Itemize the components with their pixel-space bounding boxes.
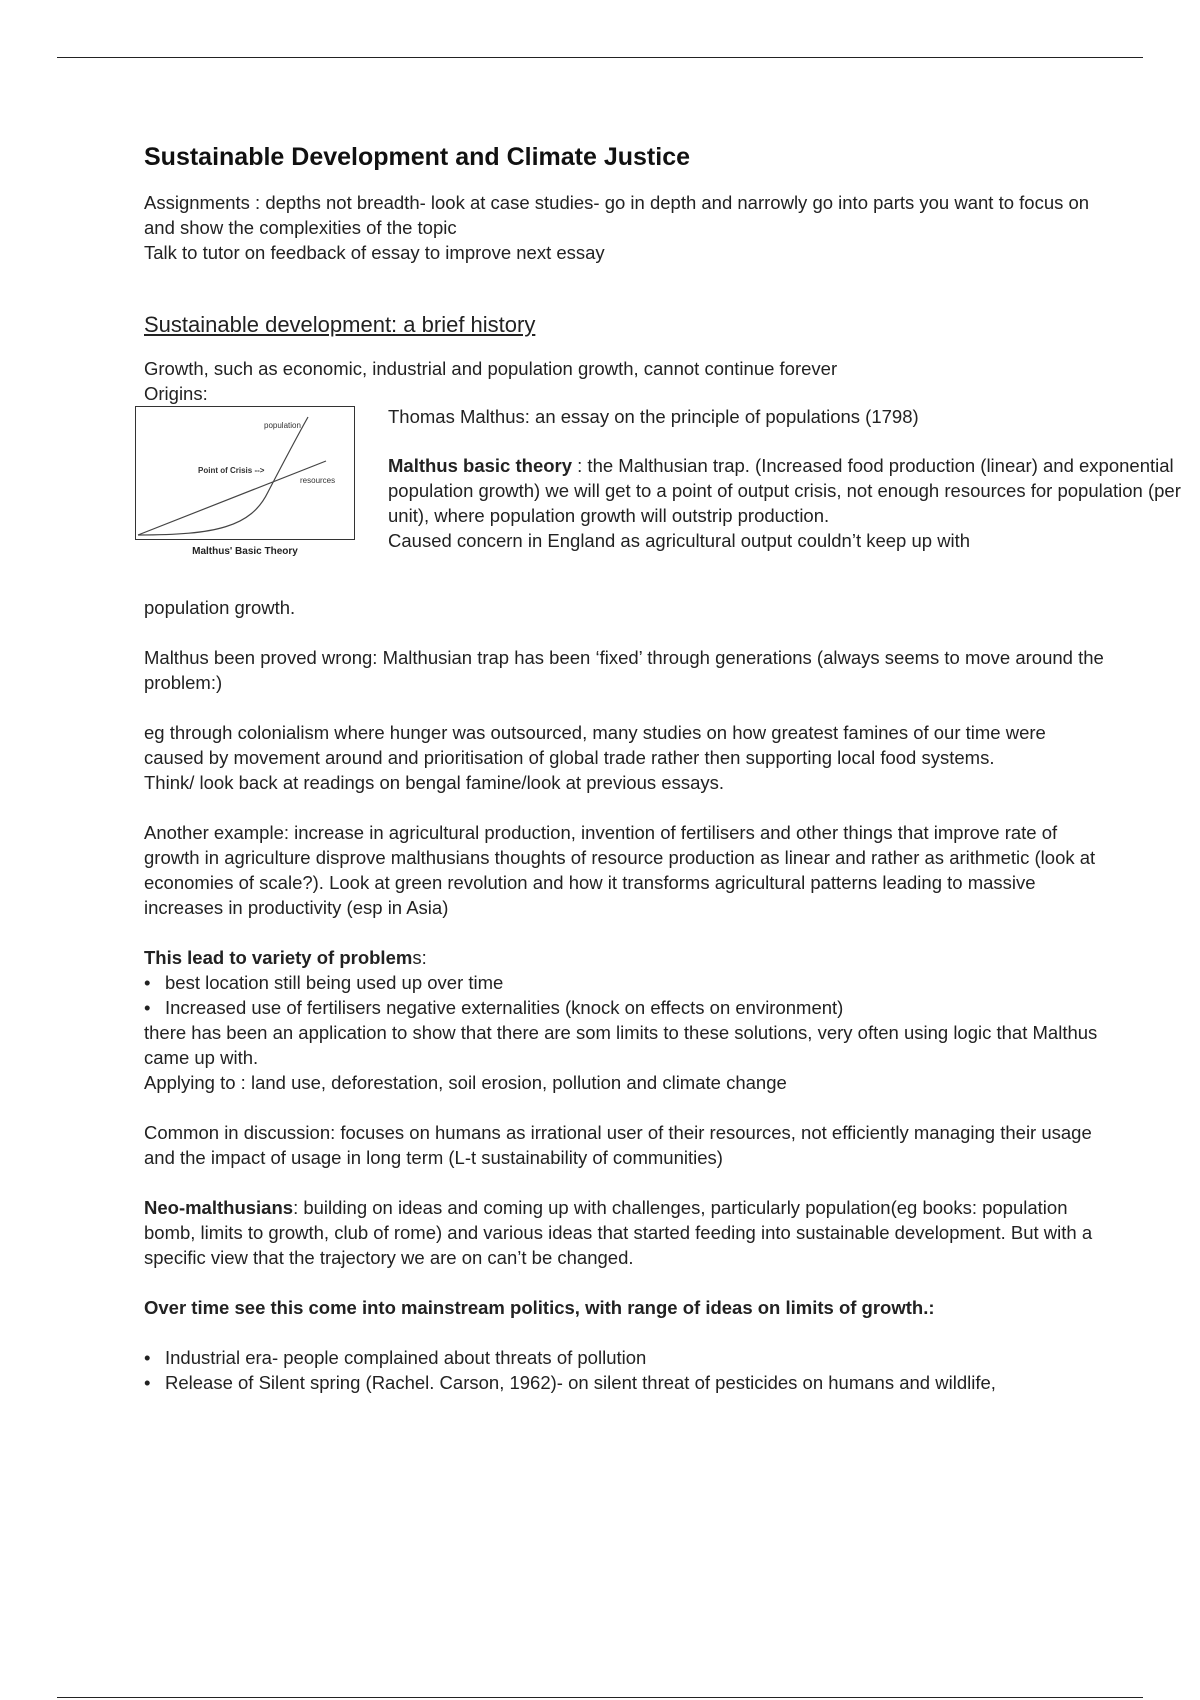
list-item: • Industrial era- people complained about threats of pollution: [144, 1345, 1104, 1370]
applying-line: Applying to : land use, deforestation, soil erosion, pollution and climate change: [144, 1072, 787, 1093]
population-curve: [138, 417, 308, 535]
malthus-theory: [388, 453, 1200, 528]
growth-line: Growth, such as economic, industrial and population growth, cannot continue forever: [144, 358, 838, 379]
history-list: [144, 1345, 1104, 1395]
intro-assignments: Assignments : depths not breadth- look at case studies- go in depth and narrowly go into parts you want to focus on and show the complexities of the topic: [144, 192, 1090, 238]
population-label: population: [264, 421, 301, 430]
top-rule: [57, 57, 1143, 58]
list-item: • Release of Silent spring (Rachel. Carson, 1962)- on silent threat of pesticides on humans and wildlife,: [144, 1370, 1104, 1395]
neo-bold: Neo-malthusians: [144, 1197, 294, 1218]
malthus-essay: Thomas Malthus: an essay on the principle of populations (1798): [388, 406, 919, 427]
common-paragraph: Common in discussion: focuses on humans as irrational user of their resources, not efficiently managing their usage and the impact of usage in long term (L-t sustainability of communities): [144, 1122, 1092, 1168]
resources-label: resources: [300, 476, 336, 485]
bottom-rule: [57, 1697, 1143, 1698]
document-body: [144, 141, 1181, 1395]
another-example: Another example: increase in agricultural production, invention of fertilisers and other things that improve rate of growth in agriculture disprove malthusians thoughts of resource production as linear and rather as arithmetic (look at economies of scale?). Look at green revolution and how it transforms agricultural patterns leading to massive increases in productivity (esp in Asia): [144, 822, 1096, 918]
problems-heading-rest: s:: [412, 947, 427, 968]
origins-label: Origins:: [144, 383, 208, 404]
malthus-text: [388, 404, 1200, 553]
theory-text: : the Malthusian trap. (Increased food production (linear) and exponential population growth) we will get to a point of output crisis, not enough resources for population (per unit), where population growth will outstrip production.: [388, 455, 1181, 526]
overtime-heading: Over time see this come into mainstream politics, with range of ideas on limits of growth.:: [144, 1297, 935, 1318]
limits-paragraph: there has been an application to show that there are som limits to these solutions, very often using logic that Malthus came up with.: [144, 1022, 1098, 1068]
intro-tutor: Talk to tutor on feedback of essay to improve next essay: [144, 242, 605, 263]
malthus-concern-b: population growth.: [144, 597, 296, 618]
neo-malthusians: [144, 1195, 1104, 1270]
list-item: • Increased use of fertilisers negative externalities (knock on effects on environment): [144, 995, 1104, 1020]
theory-bold: Malthus basic theory: [388, 455, 573, 476]
list-item: • best location still being used up over time: [144, 970, 1104, 995]
malthus-chart: [135, 406, 355, 540]
crisis-label: Point of Crisis -->: [198, 466, 265, 475]
neo-text: : building on ideas and coming up with challenges, particularly population(eg books: population bomb, limits to growth, club of rome) and various ideas that started feeding into sustainable development. But with a specific view that the trajectory we are on can’t be changed.: [144, 1197, 1093, 1268]
problems-heading: [144, 945, 1104, 970]
proved-wrong: Malthus been proved wrong: Malthusian trap has been ‘fixed’ through generations (always seems to move around the problem:): [144, 647, 1104, 693]
malthus-figure-section: [144, 406, 1181, 595]
figure-caption: Malthus' Basic Theory: [192, 546, 298, 557]
colonialism-paragraph: eg through colonialism where hunger was outsourced, many studies on how greatest famines of our time were caused by movement around and prioritisation of global trade rather then supporting local food systems.: [144, 722, 1046, 768]
think-line: Think/ look back at readings on bengal famine/look at previous essays.: [144, 772, 724, 793]
problems-heading-bold: This lead to variety of problem: [144, 947, 413, 968]
malthus-figure: [135, 406, 355, 558]
malthus-concern-a: Caused concern in England as agricultural output couldn’t keep up with: [388, 530, 971, 551]
page-title: Sustainable Development and Climate Justice: [144, 143, 690, 171]
section-heading: Sustainable development: a brief history: [144, 312, 536, 337]
problems-list: [144, 970, 1104, 1020]
